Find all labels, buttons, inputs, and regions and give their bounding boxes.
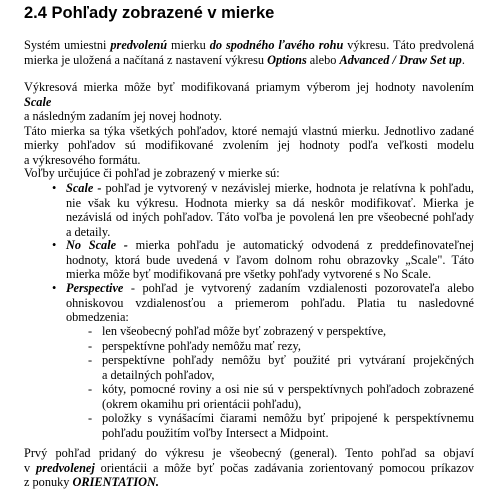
text-line: Táto mierka sa týka všetkých pohľadov, ktoré nemajú vlastnú mierku. Jednotlivo zadané [24,123,474,138]
text: . [461,52,465,67]
dash-icon: - [88,382,93,396]
text-line: a výkresového formátu. [24,152,141,167]
text-line [66,238,474,253]
paragraph-options-intro [24,166,474,181]
emphasis: predvolenú [110,38,168,52]
text: orientácii a môže byť počas zadávania zorientovaný pomocou príkazov [94,460,474,475]
section-heading: 2.4 Pohľady zobrazené v mierke [24,4,275,22]
bullet-item-no-scale [52,238,475,282]
text-line: ohniskovou vzdialenosťou a priemerom pohľadu. Platia tu nasledovné [66,295,474,310]
text: v [24,460,37,475]
paragraph-default-scale [24,38,474,67]
bullet-item-perspective [52,281,474,325]
term: Scale - [66,181,102,195]
restriction-item [88,339,474,354]
text-line: perspektívne pohľady nemôžu byť použité pri vytváraní projekčných [102,353,474,367]
text-line: obmedzenia: [66,310,129,325]
text-line: nie však ku výkresu. Hodnota mierky sa dá neskôr modifikovať. Mierka je [66,195,474,210]
text-line: pohľadu použitím voľby Intersect a Midpoint. [102,425,329,440]
text-line: Voľby určujúce či pohľad je zobrazený v mierke sú: [24,166,280,180]
text-line: perspektívne pohľady nemôžu mať rezy, [102,339,301,353]
text: Systém umiestni [24,38,111,52]
emphasis: ORIENTATION. [72,475,159,490]
text-line: a detaily. [66,224,111,239]
text-line: mierka môže byť modifikovaná pre všetky pohľady vytvorené s No Scale. [66,267,432,282]
paragraph-first-view [24,446,474,490]
bullet-icon: • [52,181,57,195]
text: - pohľad je vytvorený zadaním vzdialenosti pozorovateľa alebo [123,281,474,295]
text-line: hodnoty, ktorá bude uvedená v ľavom dolnom rohu obrazovky „Scale". Táto [66,252,474,267]
text-line: položky s vynášacími čiarami nemôžu byť pripojené k perspektívnemu [102,411,474,425]
term: No Scale - [66,238,128,252]
dash-icon: - [88,353,93,367]
text-line [24,80,474,109]
restriction-item [88,353,474,382]
text-line: Prvý pohľad pridaný do výkresu je všeobecný (general). Tento pohľad sa objaví [24,446,474,460]
restriction-item [88,324,474,339]
emphasis: Options [267,52,307,67]
text-line [24,53,474,68]
text: mierka pohľadu je automatický odvodená z preddefinovateľnej [127,238,475,252]
bullet-item-scale [52,181,474,239]
dash-icon: - [88,324,93,338]
text: mierku [167,38,210,52]
bullet-icon: • [52,238,57,252]
text-line [66,281,474,296]
text-line: len všeobecný pohľad môže byť zobrazený v perspektíve, [102,324,387,338]
emphasis: do spodného ľavého rohu [209,38,344,52]
text-line [24,475,474,490]
emphasis: Scale [24,94,52,109]
text: mierka je uložená a načítaná z nastavení výkresu [24,52,268,67]
dash-icon: - [88,339,93,353]
text-line: (okrem okamihu pri orientácii pohľadu), [102,396,302,411]
text-line [66,181,474,196]
emphasis: Advanced / Draw Set up [339,52,462,67]
text: pohľad je vytvorený v nezávislej mierke, hodnota je relatívna k pohľadu, [101,181,474,195]
text: alebo [306,52,340,67]
text-line [24,461,474,476]
dash-icon: - [88,411,93,425]
text: Výkresová mierka môže byť modifikovaná priamym výberom jej hodnoty navolením [24,80,474,94]
text-line: mierky pohľadov sú modifikované zvolením jej hodnoty podľa veľkosti modelu [24,138,474,153]
paragraph-scale-modification [24,80,474,168]
text: z ponuky [24,475,73,490]
text: výkresu. Táto predvolená [343,38,475,52]
bullet-icon: • [52,281,57,295]
text-line [24,38,474,53]
term: Perspective [66,281,124,295]
text-line: a následným zadaním jej novej hodnoty. [24,109,222,124]
text-line: kóty, pomocné roviny a osi nie sú v perspektívnych pohľadoch zobrazené [102,382,474,396]
restriction-item [88,382,474,411]
text-line: nezávislá od iných pohľadov. Táto voľba je povolená len pre všeobecné pohľady [66,210,474,225]
restriction-item [88,411,474,440]
emphasis: predvolenej [36,460,95,475]
text-line: a detailných pohľadov, [102,367,215,382]
